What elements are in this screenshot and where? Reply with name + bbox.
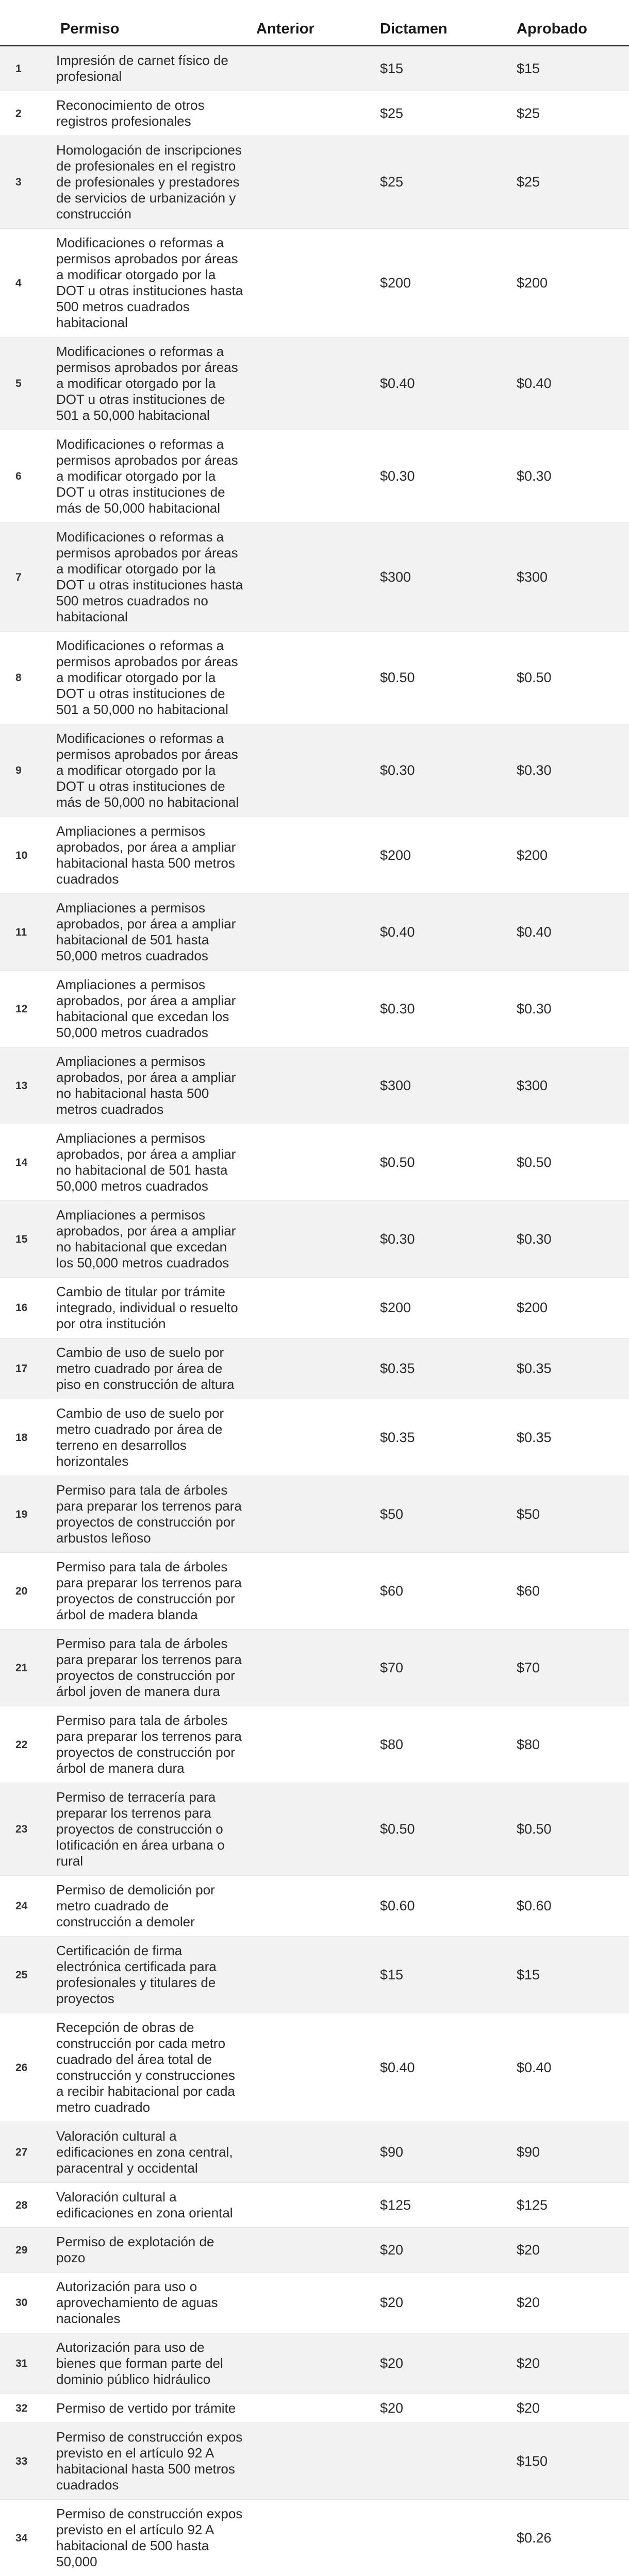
permiso-cell: Cambio de uso de suelo por metro cuadrado por área de terreno en desarrollos horizontales (54, 1399, 250, 1476)
table-row (0, 46, 629, 91)
aprobado-cell: $0.30 (510, 430, 629, 523)
aprobado-cell: $15 (510, 1937, 629, 2013)
anterior-cell (250, 1783, 374, 1876)
permiso-cell: Permiso de terracería para preparar los terrenos para proyectos de construcción o lotificación en área urbana o rural (54, 1783, 250, 1876)
dictamen-cell: $90 (374, 2122, 510, 2183)
table-row (0, 1201, 629, 1278)
row-number: 15 (0, 1201, 54, 1278)
dictamen-cell: $0.60 (374, 1876, 510, 1937)
row-number: 8 (0, 632, 54, 724)
anterior-cell (250, 1706, 374, 1783)
aprobado-cell: $0.40 (510, 894, 629, 971)
dictamen-cell: $50 (374, 1476, 510, 1553)
table-row (0, 337, 629, 430)
permiso-cell: Reconocimiento de otros registros profesionales (54, 91, 250, 136)
row-number: 17 (0, 1338, 54, 1399)
dictamen-cell: $0.35 (374, 1399, 510, 1476)
header-permiso[interactable]: Permiso (54, 0, 250, 46)
table-row (0, 1124, 629, 1201)
table-row (0, 1338, 629, 1399)
anterior-cell (250, 1338, 374, 1399)
row-number: 31 (0, 2333, 54, 2394)
anterior-cell (250, 523, 374, 632)
row-number: 32 (0, 2394, 54, 2423)
row-number: 28 (0, 2183, 54, 2228)
anterior-cell (250, 1553, 374, 1630)
aprobado-cell: $200 (510, 229, 629, 337)
row-number: 12 (0, 971, 54, 1047)
header-number[interactable] (0, 0, 54, 46)
permiso-cell: Valoración cultural a edificaciones en zona oriental (54, 2183, 250, 2228)
row-number: 2 (0, 91, 54, 136)
dictamen-cell: $60 (374, 1553, 510, 1630)
dictamen-cell (374, 2423, 510, 2500)
row-number: 9 (0, 724, 54, 817)
anterior-cell (250, 2394, 374, 2423)
aprobado-cell: $20 (510, 2273, 629, 2333)
dictamen-cell: $0.30 (374, 1201, 510, 1278)
anterior-cell (250, 2273, 374, 2333)
table-row (0, 430, 629, 523)
dictamen-cell: $25 (374, 136, 510, 229)
permiso-cell: Modificaciones o reformas a permisos aprobados por áreas a modificar otorgado por la DOT u otras instituciones de 501 a 50,000 no habitacional (54, 632, 250, 724)
table-row (0, 523, 629, 632)
anterior-cell (250, 2122, 374, 2183)
permiso-cell: Valoración cultural a edificaciones en zona central, paracentral y occidental (54, 2122, 250, 2183)
aprobado-cell: $0.50 (510, 1783, 629, 1876)
dictamen-cell: $0.30 (374, 724, 510, 817)
anterior-cell (250, 632, 374, 724)
anterior-cell (250, 229, 374, 337)
anterior-cell (250, 46, 374, 91)
aprobado-cell: $125 (510, 2183, 629, 2228)
row-number: 1 (0, 46, 54, 91)
aprobado-cell: $25 (510, 136, 629, 229)
permiso-cell: Cambio de uso de suelo por metro cuadrado por área de piso en construcción de altura (54, 1338, 250, 1399)
anterior-cell (250, 2500, 374, 2576)
header-anterior[interactable]: Anterior (250, 0, 374, 46)
table-row (0, 1706, 629, 1783)
dictamen-cell: $0.40 (374, 337, 510, 430)
permiso-cell: Modificaciones o reformas a permisos aprobados por áreas a modificar otorgado por la DOT u otras instituciones de más de 50,000 habitacional (54, 430, 250, 523)
permiso-cell: Permiso para tala de árboles para preparar los terrenos para proyectos de construcción por arbustos leñoso (54, 1476, 250, 1553)
dictamen-cell: $200 (374, 1278, 510, 1338)
table-row (0, 2333, 629, 2394)
aprobado-cell: $200 (510, 1278, 629, 1338)
aprobado-cell: $0.35 (510, 1338, 629, 1399)
aprobado-cell: $0.30 (510, 1201, 629, 1278)
table-row (0, 1278, 629, 1338)
dictamen-cell: $0.50 (374, 1783, 510, 1876)
anterior-cell (250, 1201, 374, 1278)
dictamen-cell: $125 (374, 2183, 510, 2228)
row-number: 3 (0, 136, 54, 229)
permiso-cell: Permiso para tala de árboles para preparar los terrenos para proyectos de construcción por árbol de madera blanda (54, 1553, 250, 1630)
row-number: 34 (0, 2500, 54, 2576)
anterior-cell (250, 1937, 374, 2013)
aprobado-cell: $20 (510, 2394, 629, 2423)
anterior-cell (250, 2228, 374, 2273)
anterior-cell (250, 724, 374, 817)
permiso-cell: Permiso de construcción expos previsto en el artículo 92 A habitacional hasta 500 metros cuadrados (54, 2423, 250, 2500)
table-body (0, 46, 629, 2576)
aprobado-cell: $0.35 (510, 1399, 629, 1476)
row-number: 14 (0, 1124, 54, 1201)
dictamen-cell: $0.40 (374, 894, 510, 971)
permiso-cell: Cambio de titular por trámite integrado, individual o resuelto por otra institución (54, 1278, 250, 1338)
aprobado-cell: $300 (510, 523, 629, 632)
dictamen-cell: $20 (374, 2394, 510, 2423)
permiso-cell: Permiso de explotación de pozo (54, 2228, 250, 2273)
table-row (0, 1937, 629, 2013)
permiso-cell: Recepción de obras de construcción por cada metro cuadrado del área total de construcción y construcciones a recibir habitacional por cada metro cuadrado (54, 2013, 250, 2122)
aprobado-cell: $60 (510, 1553, 629, 1630)
dictamen-cell: $25 (374, 91, 510, 136)
dictamen-cell: $15 (374, 1937, 510, 2013)
permiso-cell: Permiso de vertido por trámite (54, 2394, 250, 2423)
aprobado-cell: $25 (510, 91, 629, 136)
row-number: 27 (0, 2122, 54, 2183)
header-dictamen[interactable]: Dictamen (374, 0, 510, 46)
dictamen-cell: $200 (374, 817, 510, 894)
anterior-cell (250, 817, 374, 894)
permiso-cell: Ampliaciones a permisos aprobados, por área a ampliar no habitacional hasta 500 metros cuadrados (54, 1047, 250, 1124)
anterior-cell (250, 91, 374, 136)
table-row (0, 1553, 629, 1630)
permiso-cell: Permiso de construcción expos previsto en el artículo 92 A habitacional de 500 hasta 50,000 (54, 2500, 250, 2576)
anterior-cell (250, 1399, 374, 1476)
permiso-cell: Homologación de inscripciones de profesionales en el registro de profesionales y prestadores de servicios de urbanización y construcción (54, 136, 250, 229)
row-number: 30 (0, 2273, 54, 2333)
aprobado-cell: $200 (510, 817, 629, 894)
aprobado-cell: $0.50 (510, 632, 629, 724)
dictamen-cell: $0.35 (374, 1338, 510, 1399)
permiso-cell: Permiso para tala de árboles para preparar los terrenos para proyectos de construcción por árbol de manera dura (54, 1706, 250, 1783)
anterior-cell (250, 1476, 374, 1553)
permiso-cell: Autorización para uso o aprovechamiento de aguas nacionales (54, 2273, 250, 2333)
permiso-cell: Ampliaciones a permisos aprobados, por área a ampliar no habitacional que excedan los 50,000 metros cuadrados (54, 1201, 250, 1278)
aprobado-cell: $80 (510, 1706, 629, 1783)
permiso-cell: Ampliaciones a permisos aprobados, por área a ampliar habitacional de 501 hasta 50,000 metros cuadrados (54, 894, 250, 971)
header-aprobado[interactable]: Aprobado (510, 0, 629, 46)
table-row (0, 971, 629, 1047)
row-number: 16 (0, 1278, 54, 1338)
anterior-cell (250, 894, 374, 971)
dictamen-cell: $300 (374, 523, 510, 632)
row-number: 22 (0, 1706, 54, 1783)
dictamen-cell: $70 (374, 1630, 510, 1706)
row-number: 20 (0, 1553, 54, 1630)
dictamen-cell: $200 (374, 229, 510, 337)
dictamen-cell: $20 (374, 2273, 510, 2333)
anterior-cell (250, 2333, 374, 2394)
row-number: 5 (0, 337, 54, 430)
anterior-cell (250, 2423, 374, 2500)
dictamen-cell: $15 (374, 46, 510, 91)
dictamen-cell: $0.30 (374, 971, 510, 1047)
aprobado-cell: $0.50 (510, 1124, 629, 1201)
row-number: 19 (0, 1476, 54, 1553)
permiso-cell: Permiso para tala de árboles para preparar los terrenos para proyectos de construcción por árbol joven de manera dura (54, 1630, 250, 1706)
table-row (0, 2183, 629, 2228)
row-number: 25 (0, 1937, 54, 2013)
dictamen-cell (374, 2500, 510, 2576)
permiso-cell: Impresión de carnet físico de profesional (54, 46, 250, 91)
anterior-cell (250, 1630, 374, 1706)
table-row (0, 724, 629, 817)
table-row (0, 2423, 629, 2500)
permiso-cell: Certificación de firma electrónica certificada para profesionales y titulares de proyectos (54, 1937, 250, 2013)
anterior-cell (250, 1278, 374, 1338)
permiso-cell: Ampliaciones a permisos aprobados, por área a ampliar no habitacional de 501 hasta 50,000 metros cuadrados (54, 1124, 250, 1201)
aprobado-cell: $300 (510, 1047, 629, 1124)
table-row (0, 1047, 629, 1124)
aprobado-cell: $0.26 (510, 2500, 629, 2576)
aprobado-cell: $90 (510, 2122, 629, 2183)
table-row (0, 1783, 629, 1876)
permiso-cell: Modificaciones o reformas a permisos aprobados por áreas a modificar otorgado por la DOT u otras instituciones hasta 500 metros cuadrados habitacional (54, 229, 250, 337)
table-row (0, 1399, 629, 1476)
aprobado-cell: $150 (510, 2423, 629, 2500)
table-row (0, 2394, 629, 2423)
dictamen-cell: $20 (374, 2333, 510, 2394)
table-row (0, 136, 629, 229)
permiso-cell: Autorización para uso de bienes que forman parte del dominio público hidráulico (54, 2333, 250, 2394)
table-row (0, 1630, 629, 1706)
row-number: 18 (0, 1399, 54, 1476)
table-row (0, 894, 629, 971)
table-row (0, 2500, 629, 2576)
aprobado-cell: $50 (510, 1476, 629, 1553)
row-number: 13 (0, 1047, 54, 1124)
anterior-cell (250, 971, 374, 1047)
permiso-cell: Ampliaciones a permisos aprobados, por área a ampliar habitacional hasta 500 metros cuadrados (54, 817, 250, 894)
table-row (0, 2122, 629, 2183)
row-number: 11 (0, 894, 54, 971)
permiso-cell: Modificaciones o reformas a permisos aprobados por áreas a modificar otorgado por la DOT u otras instituciones de más de 50,000 no habitacional (54, 724, 250, 817)
anterior-cell (250, 2013, 374, 2122)
row-number: 10 (0, 817, 54, 894)
row-number: 21 (0, 1630, 54, 1706)
anterior-cell (250, 2183, 374, 2228)
aprobado-cell: $20 (510, 2228, 629, 2273)
aprobado-cell: $0.60 (510, 1876, 629, 1937)
table-header (0, 0, 629, 46)
table-row (0, 632, 629, 724)
aprobado-cell: $0.40 (510, 337, 629, 430)
dictamen-cell: $80 (374, 1706, 510, 1783)
dictamen-cell: $0.30 (374, 430, 510, 523)
anterior-cell (250, 136, 374, 229)
permiso-cell: Ampliaciones a permisos aprobados, por área a ampliar habitacional que excedan los 50,000 metros cuadrados (54, 971, 250, 1047)
row-number: 4 (0, 229, 54, 337)
dictamen-cell: $20 (374, 2228, 510, 2273)
table-row (0, 2273, 629, 2333)
aprobado-cell: $0.30 (510, 724, 629, 817)
row-number: 33 (0, 2423, 54, 2500)
anterior-cell (250, 430, 374, 523)
permiso-cell: Modificaciones o reformas a permisos aprobados por áreas a modificar otorgado por la DOT u otras instituciones hasta 500 metros cuadrados no habitacional (54, 523, 250, 632)
aprobado-cell: $20 (510, 2333, 629, 2394)
aprobado-cell: $70 (510, 1630, 629, 1706)
dictamen-cell: $300 (374, 1047, 510, 1124)
row-number: 29 (0, 2228, 54, 2273)
header-row (0, 0, 629, 46)
table-row (0, 2228, 629, 2273)
anterior-cell (250, 1876, 374, 1937)
table-row (0, 91, 629, 136)
dictamen-cell: $0.50 (374, 632, 510, 724)
row-number: 7 (0, 523, 54, 632)
permiso-cell: Modificaciones o reformas a permisos aprobados por áreas a modificar otorgado por la DOT u otras instituciones de 501 a 50,000 habitacional (54, 337, 250, 430)
aprobado-cell: $0.40 (510, 2013, 629, 2122)
table-row (0, 229, 629, 337)
row-number: 23 (0, 1783, 54, 1876)
aprobado-cell: $0.30 (510, 971, 629, 1047)
aprobado-cell: $15 (510, 46, 629, 91)
table-row (0, 2013, 629, 2122)
anterior-cell (250, 1047, 374, 1124)
row-number: 6 (0, 430, 54, 523)
table-row (0, 1876, 629, 1937)
dictamen-cell: $0.50 (374, 1124, 510, 1201)
anterior-cell (250, 337, 374, 430)
table-row (0, 817, 629, 894)
permiso-cell: Permiso de demolición por metro cuadrado de construcción a demoler (54, 1876, 250, 1937)
row-number: 26 (0, 2013, 54, 2122)
table-row (0, 1476, 629, 1553)
row-number: 24 (0, 1876, 54, 1937)
anterior-cell (250, 1124, 374, 1201)
dictamen-cell: $0.40 (374, 2013, 510, 2122)
